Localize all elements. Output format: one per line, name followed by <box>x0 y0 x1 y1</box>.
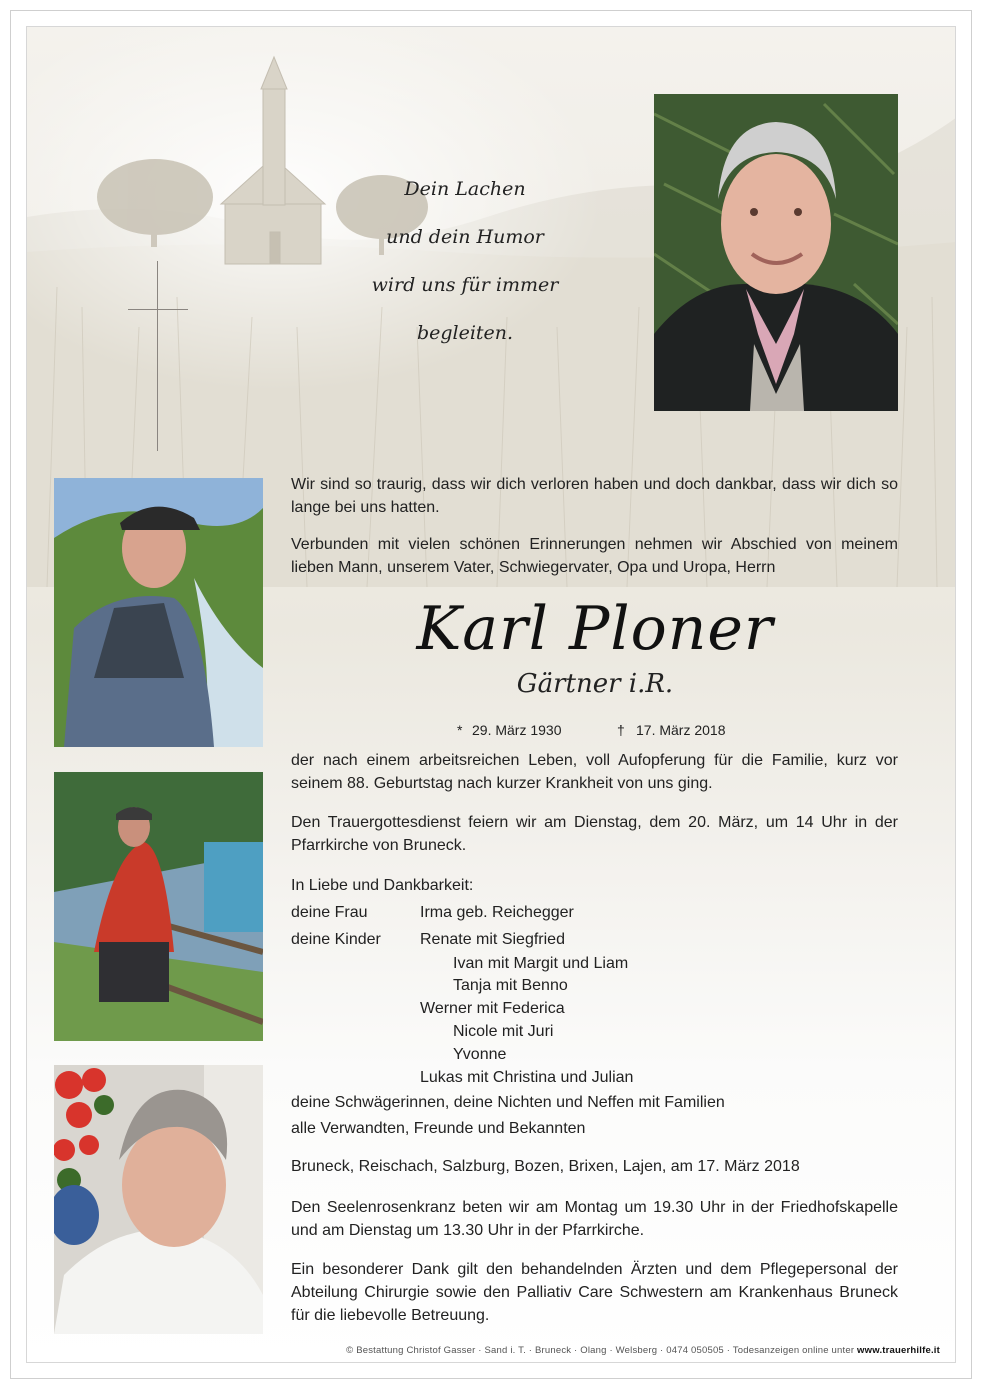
death-date: 17. März 2018 <box>636 722 726 738</box>
intro-paragraph-2: Verbunden mit vielen schönen Erinnerungen nehmen wir Abschied von meinem lieben Mann, unserem Vater, Schwiegervater, Opa und Uropa, Herrn <box>291 536 898 576</box>
side-photo-river <box>54 478 263 747</box>
relatives-line: alle Verwandten, Freunde und Bekannten <box>291 1120 586 1137</box>
family-member: Nicole mit Juri <box>453 1023 554 1040</box>
family-member: Werner mit Federica <box>420 1000 565 1017</box>
inlaws-line: deine Schwägerinnen, deine Nichten und Neffen mit Familien <box>291 1094 725 1111</box>
memorial-quote <box>360 165 570 357</box>
intro-paragraph-1: Wir sind so traurig, dass wir dich verloren haben und doch dankbar, dass wir dich so lange bei uns hatten. <box>291 476 898 516</box>
birth-symbol: * <box>457 722 463 738</box>
quote-line: Dein Lachen <box>404 178 526 200</box>
rosary-paragraph: Den Seelenrosenkranz beten wir am Montag um 19.30 Uhr in der Friedhofskapelle und am Dienstag um 13.30 Uhr in der Pfarrkirche. <box>291 1199 898 1239</box>
quote-line: wird uns für immer <box>371 274 559 296</box>
death-symbol-icon: † <box>617 722 625 738</box>
wife-name: Irma geb. Reichegger <box>420 904 574 921</box>
family-member: Tanja mit Benno <box>453 977 568 994</box>
footer-text: © Bestattung Christof Gasser · Sand i. T. · Bruneck · Olang · Welsberg · 0474 050505 · Todesanzeigen online unter <box>346 1345 858 1356</box>
children-label: deine Kinder <box>291 931 381 948</box>
wife-label: deine Frau <box>291 904 368 921</box>
deceased-name: Karl Ploner <box>416 594 774 664</box>
life-paragraph: der nach einem arbeitsreichen Leben, voll Aufopferung für die Familie, kurz vor seinem 88. Geburtstag nach kurzer Krankheit von uns ging. <box>291 752 898 792</box>
side-photo-flowers <box>54 1065 263 1334</box>
main-portrait-photo <box>654 94 898 411</box>
footer-website-link[interactable]: www.trauerhilfe.it <box>857 1345 940 1356</box>
gratitude-paragraph: Ein besonderer Dank gilt den behandelnden Ärzten und dem Pflegepersonal der Abteilung Chirurgie sowie den Palliativ Care Schwestern am Krankenhaus Bruneck für die liebevolle Betreuung. <box>291 1261 898 1324</box>
family-member: Ivan mit Margit und Liam <box>453 955 629 972</box>
deceased-profession: Gärtner i.R. <box>516 669 674 699</box>
place-and-date: Bruneck, Reischach, Salzburg, Bozen, Brixen, Lajen, am 17. März 2018 <box>291 1158 800 1175</box>
cross-icon-bar <box>128 309 188 310</box>
side-photo-lake <box>54 772 263 1041</box>
cross-icon <box>157 261 158 451</box>
family-member: Renate mit Siegfried <box>420 931 565 948</box>
birth-date: 29. März 1930 <box>472 722 562 738</box>
family-member: Yvonne <box>453 1046 507 1063</box>
thanks-intro: In Liebe und Dankbarkeit: <box>291 877 474 894</box>
quote-line: begleiten. <box>416 322 514 344</box>
family-member: Lukas mit Christina und Julian <box>420 1069 634 1086</box>
footer-credit <box>290 1344 940 1358</box>
quote-line: und dein Humor <box>386 226 544 248</box>
funeral-paragraph: Den Trauergottesdienst feiern wir am Dienstag, dem 20. März, um 14 Uhr in der Pfarrkirche von Bruneck. <box>291 814 898 854</box>
